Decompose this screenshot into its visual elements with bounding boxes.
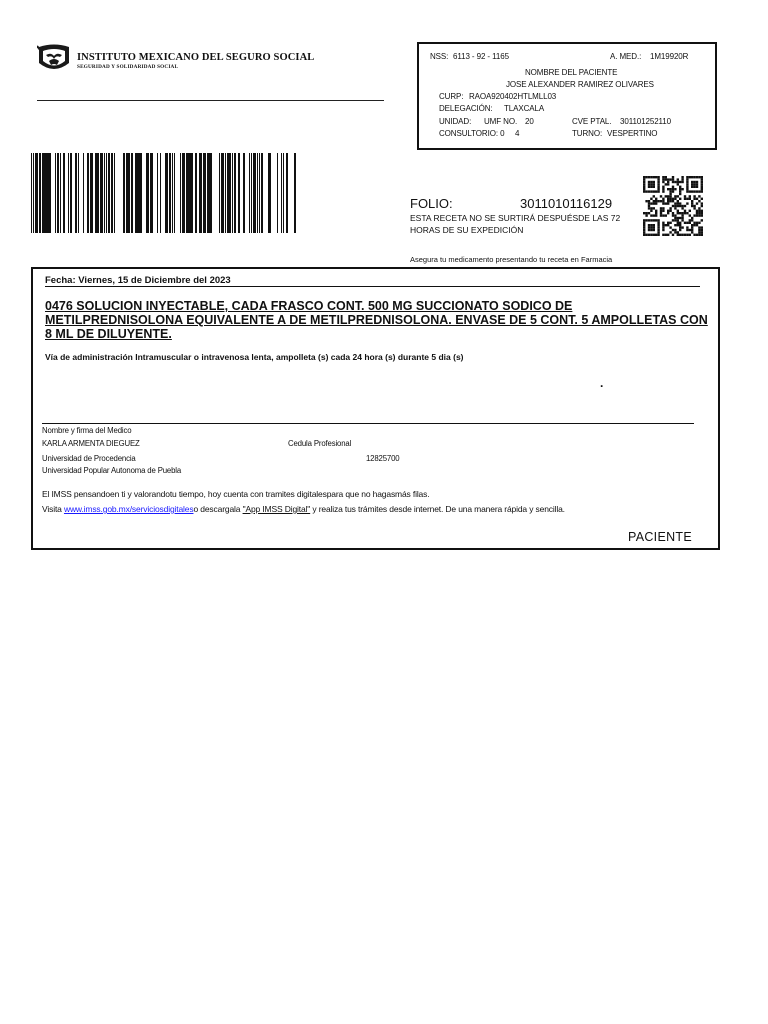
amed-label: A. MED.: [610, 52, 642, 61]
institution-subtitle: SEGURIDAD Y SOLIDARIDAD SOCIAL [77, 64, 179, 70]
date-divider [45, 286, 700, 287]
turno-value: VESPERTINO [607, 129, 658, 138]
universidad-value: Universidad Popular Autonoma de Puebla [42, 466, 182, 475]
curp-label: CURP: [439, 92, 464, 101]
copy-label: PACIENTE [628, 530, 692, 544]
curp-value: RAOA920402HTLMLL03 [469, 92, 557, 101]
digital-services-message: El IMSS pensandoen ti y valorandotu tiempo, hoy cuenta con tramites digitalespara que no hagasmás filas. [42, 489, 430, 499]
patient-name: JOSE ALEXANDER RAMIREZ OLIVARES [506, 80, 654, 89]
folio-label: FOLIO: [410, 196, 453, 211]
imss-eagle-logo-icon [37, 43, 71, 73]
barcode-icon [31, 153, 296, 233]
signature-line [37, 100, 384, 101]
cve-value: 301101252110 [620, 117, 672, 126]
amed-value: 1M19920R [650, 52, 689, 61]
cedula-value: 12825700 [366, 454, 400, 463]
unidad-label: UNIDAD: [439, 117, 472, 126]
patient-name-label: NOMBRE DEL PACIENTE [525, 68, 618, 77]
dot-mark: . [600, 376, 604, 390]
consultorio-label: CONSULTORIO: 0 [439, 129, 505, 138]
institution-name: INSTITUTO MEXICANO DEL SEGURO SOCIAL [77, 52, 315, 63]
nss-label: NSS: [430, 52, 449, 61]
doctor-name: KARLA ARMENTA DIEGUEZ [42, 439, 140, 448]
consultorio-value: 4 [515, 129, 520, 138]
patient-info-box [417, 42, 717, 150]
cve-label: CVE PTAL. [572, 117, 612, 126]
firma-label: Nombre y firma del Medico [42, 426, 132, 435]
universidad-label: Universidad de Procedencia [42, 454, 136, 463]
unidad-value: UMF NO. [484, 117, 518, 126]
pharmacy-note: Asegura tu medicamento presentando tu receta en Farmacia [410, 255, 613, 264]
digital-services-visit [42, 504, 565, 514]
download-text: o descargala [193, 504, 243, 514]
imss-digital-services-link[interactable]: www.imss.gob.mx/serviciosdigitales [63, 504, 194, 514]
administration-instructions: Vía de administración Intramuscular o intravenosa lenta, ampolleta (s) cada 24 hora (s) durante 5 dia (s) [45, 352, 464, 362]
medication-text: 0476 SOLUCION INYECTABLE, CADA FRASCO CONT. 500 MG SUCCIONATO SODICO DE METILPREDNISOLONA EQUIVALENTE A DE METILPREDNISOLONA. ENVASE DE 5 CONT. 5 AMPOLLETAS CON 8 ML DE DILUYENTE. [45, 299, 708, 341]
folio-number: 3011010116129 [520, 196, 613, 211]
prescription-date: Fecha: Viernes, 15 de Diciembre del 2023 [45, 275, 231, 286]
cedula-label: Cedula Profesional [288, 439, 352, 448]
signature-divider [42, 423, 694, 424]
qr-code-icon [643, 176, 703, 236]
nss-value: 6113 - 92 - 1165 [453, 52, 509, 61]
folio-warning: ESTA RECETA NO SE SURTIRÁ DESPUÉSDE LAS 72 HORAS DE SU EXPEDICIÓN [410, 213, 621, 235]
visit-prefix: Visita [42, 504, 64, 514]
delegacion-value: TLAXCALA [504, 104, 545, 113]
unidad-number: 20 [525, 117, 534, 126]
delegacion-label: DELEGACIÓN: [439, 104, 493, 113]
app-imss-digital-text: "App IMSS Digital" [242, 504, 311, 514]
visit-suffix: y realiza tus trámites desde internet. De una manera rápida y sencilla. [310, 504, 565, 514]
turno-label: TURNO: [572, 129, 603, 138]
medication-description [45, 299, 710, 341]
